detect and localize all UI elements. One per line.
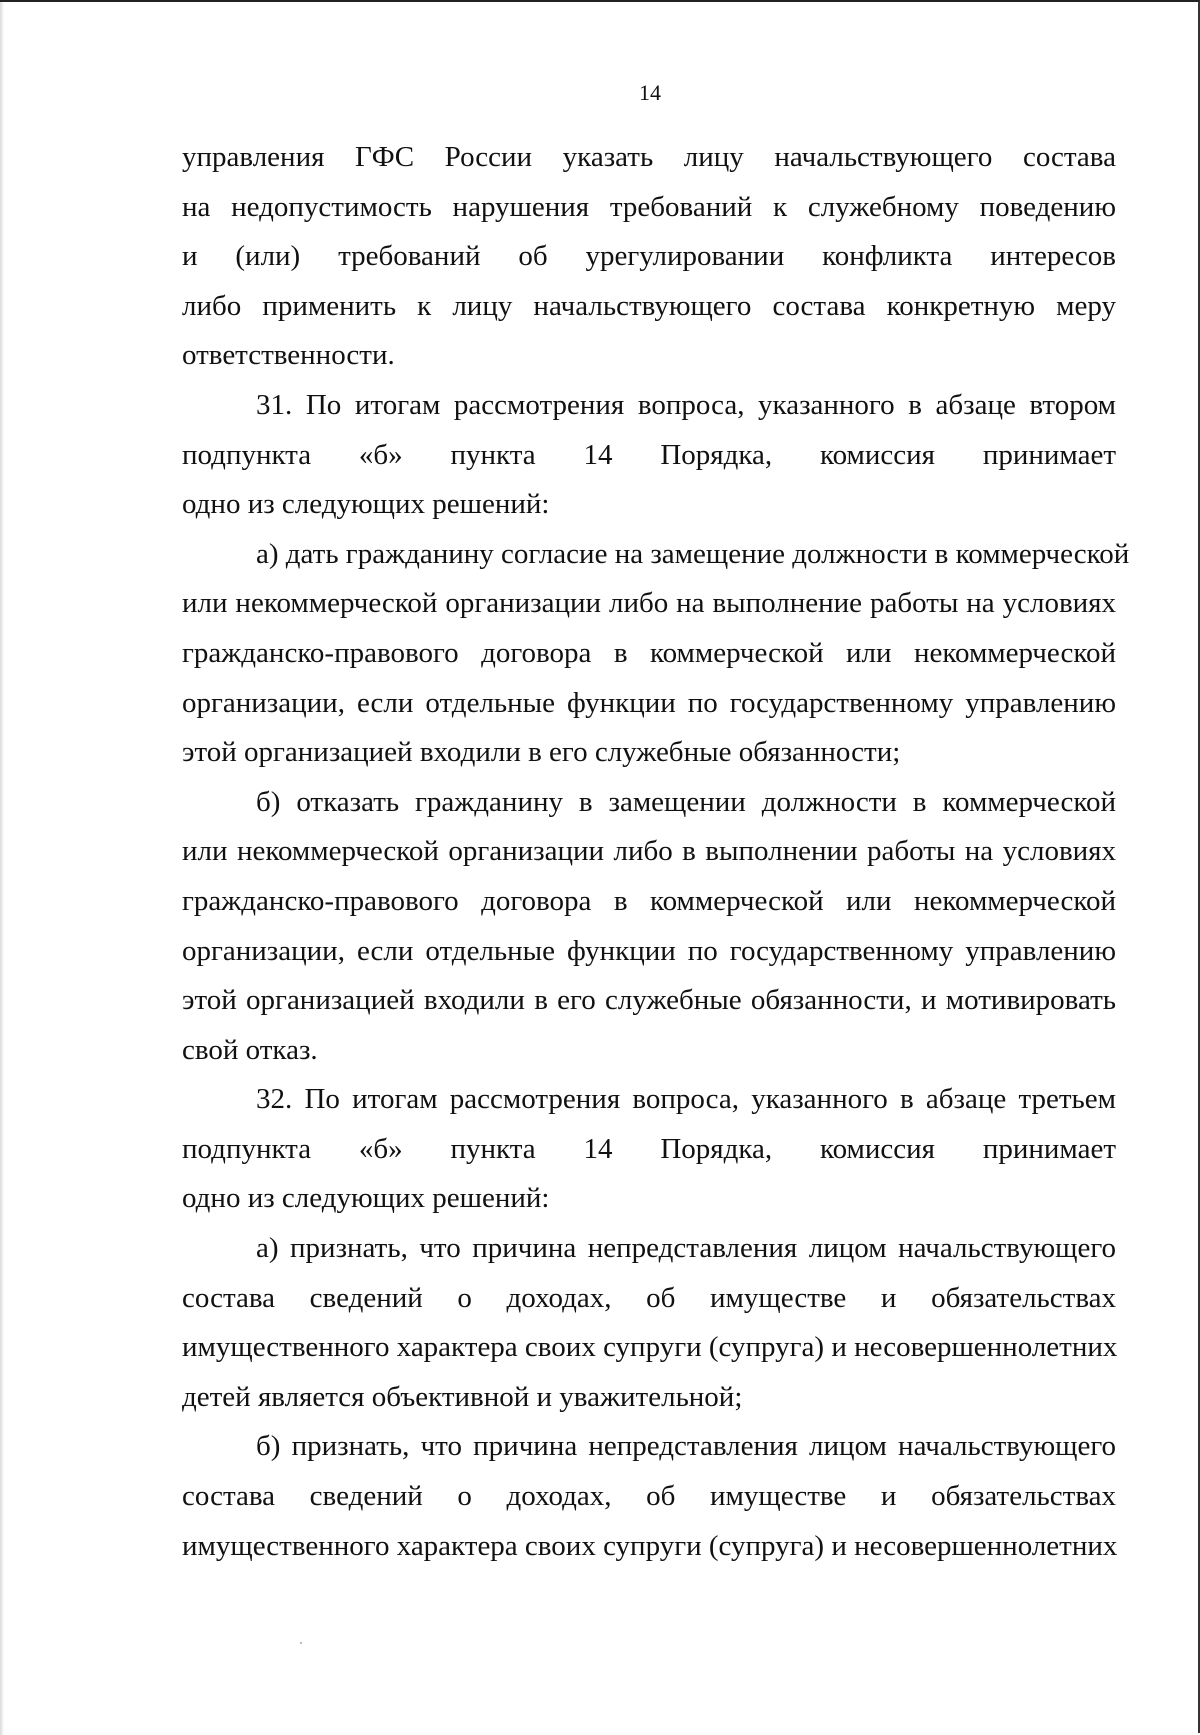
text-line: гражданско-правового договора в коммерческой или некоммерческой: [182, 884, 1116, 917]
text-line: управления ГФС России указать лицу начальствующего состава: [182, 141, 1116, 173]
scan-speck: [300, 1642, 302, 1644]
text-line: либо применить к лицу начальствующего состава конкретную меру: [182, 289, 1116, 322]
body-text: [182, 133, 1130, 1571]
text-line: этой организацией входили в его служебные обязанности, и мотивировать: [182, 984, 1116, 1017]
text-line: свой отказ.: [182, 1033, 318, 1066]
text-line: детей является объективной и уважительной;: [182, 1380, 743, 1413]
text-line: одно из следующих решений:: [182, 1182, 550, 1215]
text-line: состава сведений о доходах, об имуществе и обязательствах: [182, 1281, 1116, 1314]
text-line: а) дать гражданину согласие на замещение должности в коммерческой: [256, 537, 1130, 570]
text-line: или некоммерческой организации либо на выполнение работы на условиях: [182, 587, 1116, 620]
text-line: а) признать, что причина непредставления лицом начальствующего: [256, 1232, 1116, 1265]
text-line: 32. По итогам рассмотрения вопроса, указанного в абзаце третьем: [256, 1083, 1116, 1116]
text-line: б) признать, что причина непредставления лицом начальствующего: [256, 1430, 1116, 1463]
text-line: этой организацией входили в его служебные обязанности;: [182, 736, 901, 769]
page-number: 14: [639, 80, 661, 105]
text-line: одно из следующих решений:: [182, 488, 550, 521]
text-line: имущественного характера своих супруги (супруга) и несовершеннолетних: [182, 1529, 1118, 1562]
text-line: организации, если отдельные функции по государственному управлению: [182, 934, 1116, 967]
scan-edge-shadow: [0, 2, 4, 1735]
text-line: или некоммерческой организации либо в выполнении работы на условиях: [182, 835, 1116, 868]
text-line: б) отказать гражданину в замещении должности в коммерческой: [256, 785, 1116, 818]
text-line: 31. По итогам рассмотрения вопроса, указанного в абзаце втором: [256, 388, 1116, 421]
text-line: и (или) требований об урегулировании конфликта интересов: [182, 240, 1116, 273]
text-line: организации, если отдельные функции по государственному управлению: [182, 686, 1116, 719]
text-line: ответственности.: [182, 339, 395, 372]
text-line: имущественного характера своих супруги (супруга) и несовершеннолетних: [182, 1331, 1118, 1364]
text-line: на недопустимость нарушения требований к служебному поведению: [182, 190, 1116, 223]
text-line: гражданско-правового договора в коммерческой или некоммерческой: [182, 636, 1116, 669]
text-line: подпункта «б» пункта 14 Порядка, комиссия принимает: [182, 438, 1116, 471]
text-line: состава сведений о доходах, об имуществе и обязательствах: [182, 1480, 1116, 1513]
text-line: подпункта «б» пункта 14 Порядка, комиссия принимает: [182, 1132, 1116, 1165]
